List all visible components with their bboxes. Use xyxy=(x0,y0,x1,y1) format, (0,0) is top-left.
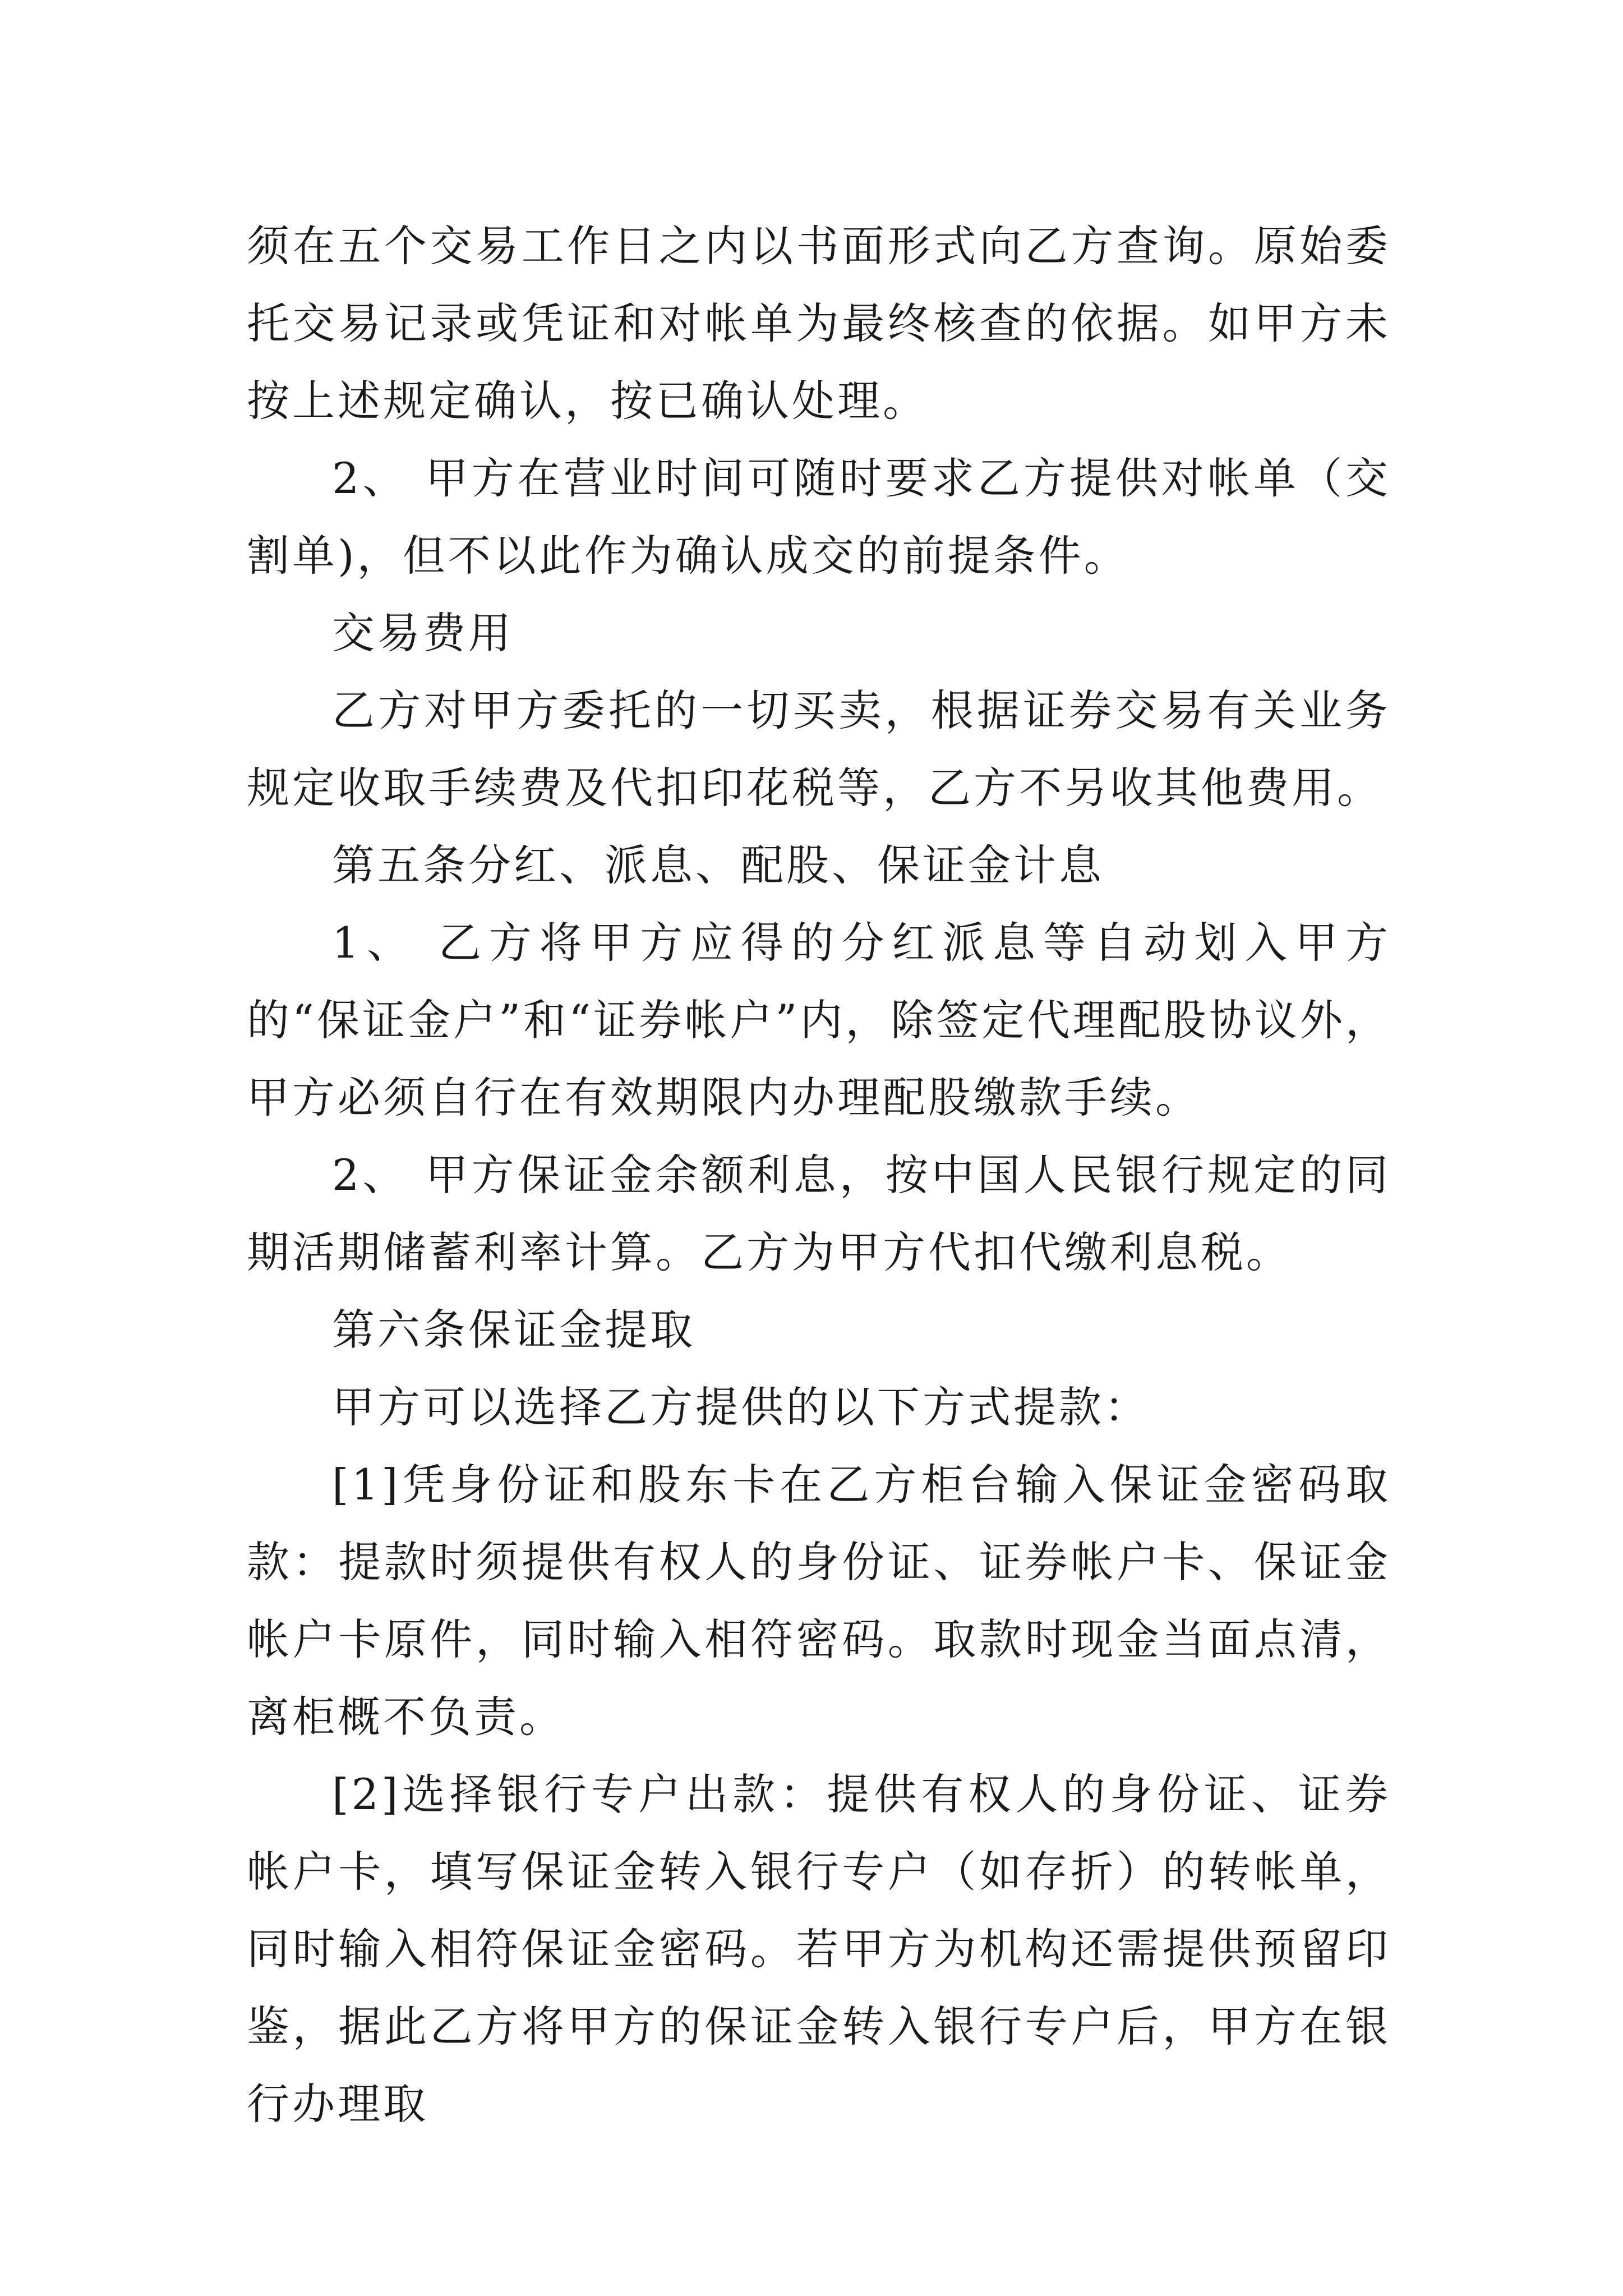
section-heading-article-5: 第五条分红、派息、配股、保证金计息 xyxy=(332,840,1104,890)
paragraph-withdrawal-intro: 甲方可以选择乙方提供的以下方式提款： xyxy=(332,1382,1150,1432)
paragraph-withdrawal-option-1: [1]凭身份证和股东卡在乙方柜台输入保证金密码取款：提款时须提供有权人的身份证、证券帐户卡、保证金帐户卡原件，同时输入相符密码。取款时现金当面点清，离柜概不负责。 xyxy=(247,1460,1391,1742)
section-heading-trading-fees: 交易费用 xyxy=(332,608,514,658)
paragraph-trading-fees: 乙方对甲方委托的一切买卖，根据证券交易有关业务规定收取手续费及代扣印花税等，乙方不另收其他费用。 xyxy=(247,685,1391,813)
paragraph-article-5-clause-2: 2、 甲方保证金余额利息，按中国人民银行规定的同期活期储蓄利率计算。乙方为甲方代扣代缴利息税。 xyxy=(247,1150,1391,1277)
document-body xyxy=(247,208,1391,2143)
paragraph-article-5-clause-1: 1、 乙方将甲方应得的分红派息等自动划入甲方的“保证金户”和“证券帐户”内，除签定代理配股协议外，甲方必须自行在有效期限内办理配股缴款手续。 xyxy=(247,918,1391,1122)
paragraph-clause-2-statement: 2、 甲方在营业时间可随时要求乙方提供对帐单（交割单)，但不以此作为确认成交的前提条件。 xyxy=(247,453,1391,581)
section-heading-article-6: 第六条保证金提取 xyxy=(332,1305,695,1355)
paragraph-withdrawal-option-2: [2]选择银行专户出款：提供有权人的身份证、证券帐户卡，填写保证金转入银行专户（如存折）的转帐单，同时输入相符保证金密码。若甲方为机构还需提供预留印鉴，据此乙方将甲方的保证金转入银行专户后，甲方在银行办理取 xyxy=(247,1769,1391,2129)
paragraph-continuation: 须在五个交易工作日之内以书面形式向乙方查询。原始委托交易记录或凭证和对帐单为最终核查的依据。如甲方未按上述规定确认，按已确认处理。 xyxy=(247,221,1391,426)
